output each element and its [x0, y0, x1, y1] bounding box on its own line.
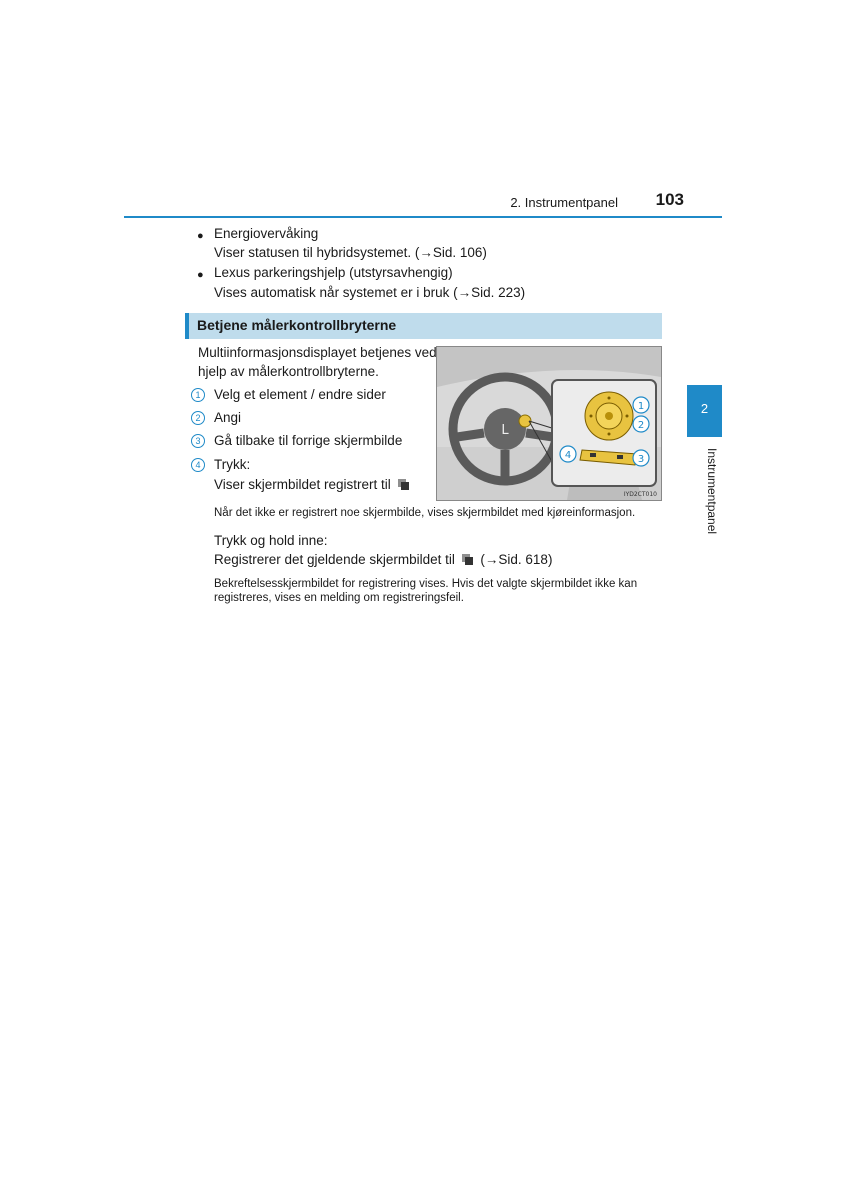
bullet-detail: Viser statusen til hybridsystemet. (→Sid. 106) — [214, 245, 487, 260]
step-text: Velg et element / endre sider — [214, 387, 386, 402]
step-number-icon: 4 — [191, 458, 205, 472]
callout-label: 2 — [637, 420, 645, 431]
hold-note: registreres, vises en melding om registreringsfeil. — [214, 592, 464, 604]
step-text: Gå tilbake til forrige skjermbilde — [214, 433, 403, 448]
step-number-icon: 3 — [191, 434, 205, 448]
callout-label: 3 — [637, 454, 645, 465]
bullet-title: Energiovervåking — [214, 226, 319, 241]
registered-screen-icon — [462, 554, 473, 565]
hold-page-reference: (→Sid. 618) — [480, 552, 553, 567]
press-note: Når det ikke er registrert noe skjermbilde, vises skjermbildet med kjøreinformasjon. — [214, 507, 636, 519]
callout-label: 1 — [637, 401, 645, 412]
hold-note: Bekreftelsesskjermbildet for registrering vises. Hvis det valgte skjermbildet ikke kan — [214, 578, 638, 590]
chapter-side-label: Instrumentpanel — [705, 448, 719, 535]
bullet-detail: Vises automatisk når systemet er i bruk (→Sid. 223) — [214, 285, 526, 300]
bullet-icon: ● — [197, 230, 204, 242]
step-text: Angi — [214, 410, 242, 425]
svg-text:L: L — [501, 423, 509, 438]
hold-title: Trykk og hold inne: — [214, 533, 328, 548]
page-number: 103 — [655, 190, 684, 209]
intro-text: Multiinformasjonsdisplayet betjenes ved — [198, 345, 437, 360]
section-title: Betjene målerkontrollbryterne — [197, 317, 397, 333]
press-detail-text: Viser skjermbildet registrert til — [214, 477, 391, 492]
step-number-icon: 1 — [191, 388, 205, 402]
illustration-code: IYD2CT010 — [623, 491, 657, 498]
hold-detail — [214, 551, 552, 569]
steering-wheel-illustration — [436, 346, 662, 501]
bullet-icon: ● — [197, 269, 204, 281]
hold-detail-text: Registrerer det gjeldende skjermbildet til — [214, 552, 455, 567]
chapter-tab: 2 — [687, 385, 722, 437]
callout-label: 4 — [564, 450, 572, 461]
intro-text: hjelp av målerkontrollbryterne. — [198, 364, 379, 379]
cockpit-drawing — [437, 347, 661, 500]
step-number-icon: 2 — [191, 411, 205, 425]
bullet-title: Lexus parkeringshjelp (utstyrsavhengig) — [214, 265, 453, 280]
chapter-title: 2. Instrumentpanel — [510, 195, 618, 210]
step-text: Trykk: — [214, 457, 251, 472]
registered-screen-icon — [398, 479, 409, 490]
press-detail — [214, 476, 409, 494]
header-rule — [124, 216, 722, 218]
section-heading-bar — [185, 313, 662, 339]
